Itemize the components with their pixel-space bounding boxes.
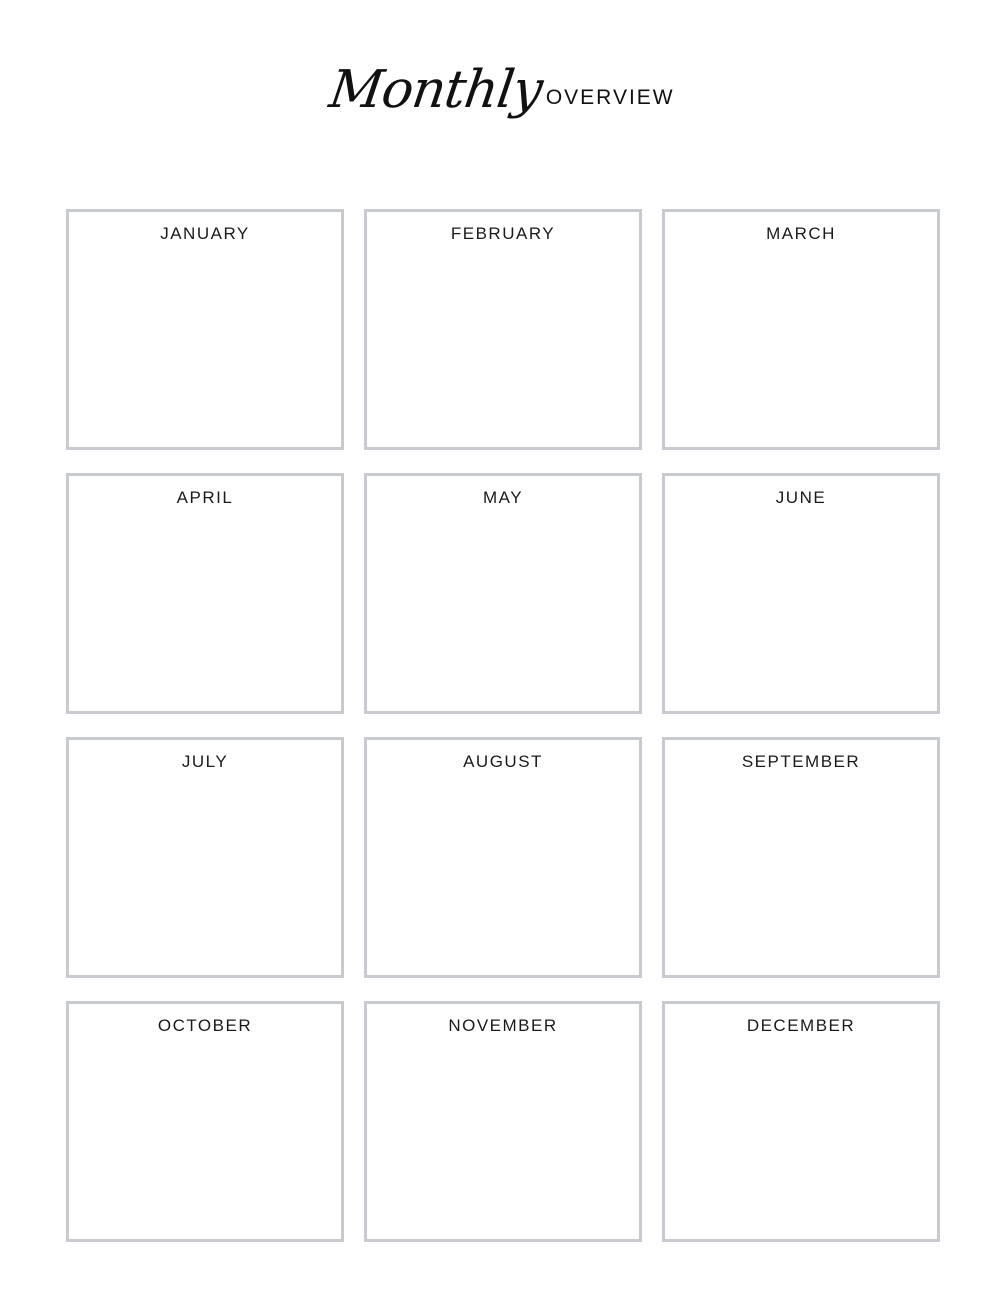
month-label: SEPTEMBER (741, 752, 861, 771)
month-label: DECEMBER (746, 1016, 856, 1035)
month-box-july[interactable] (66, 737, 344, 978)
page-title (326, 58, 675, 120)
month-box-may[interactable] (364, 473, 642, 714)
months-grid (66, 209, 941, 1242)
month-label: APRIL (176, 488, 234, 507)
month-label: JANUARY (160, 224, 250, 243)
month-label: AUGUST (463, 752, 543, 771)
month-label: MARCH (766, 224, 836, 243)
month-label: NOVEMBER (448, 1016, 558, 1035)
month-box-december[interactable] (662, 1001, 940, 1242)
month-label: JULY (181, 752, 229, 771)
month-box-june[interactable] (662, 473, 940, 714)
month-label: OCTOBER (157, 1016, 253, 1035)
page-header (0, 58, 1005, 148)
month-label: FEBRUARY (450, 224, 556, 243)
page-title-script: Monthly (326, 60, 547, 120)
month-label: MAY (482, 488, 524, 507)
month-box-august[interactable] (364, 737, 642, 978)
month-box-october[interactable] (66, 1001, 344, 1242)
month-box-january[interactable] (66, 209, 344, 450)
month-box-november[interactable] (364, 1001, 642, 1242)
month-box-february[interactable] (364, 209, 642, 450)
page-title-caps: OVERVIEW (545, 86, 675, 109)
month-box-april[interactable] (66, 473, 344, 714)
month-label: JUNE (775, 488, 827, 507)
month-box-september[interactable] (662, 737, 940, 978)
month-box-march[interactable] (662, 209, 940, 450)
